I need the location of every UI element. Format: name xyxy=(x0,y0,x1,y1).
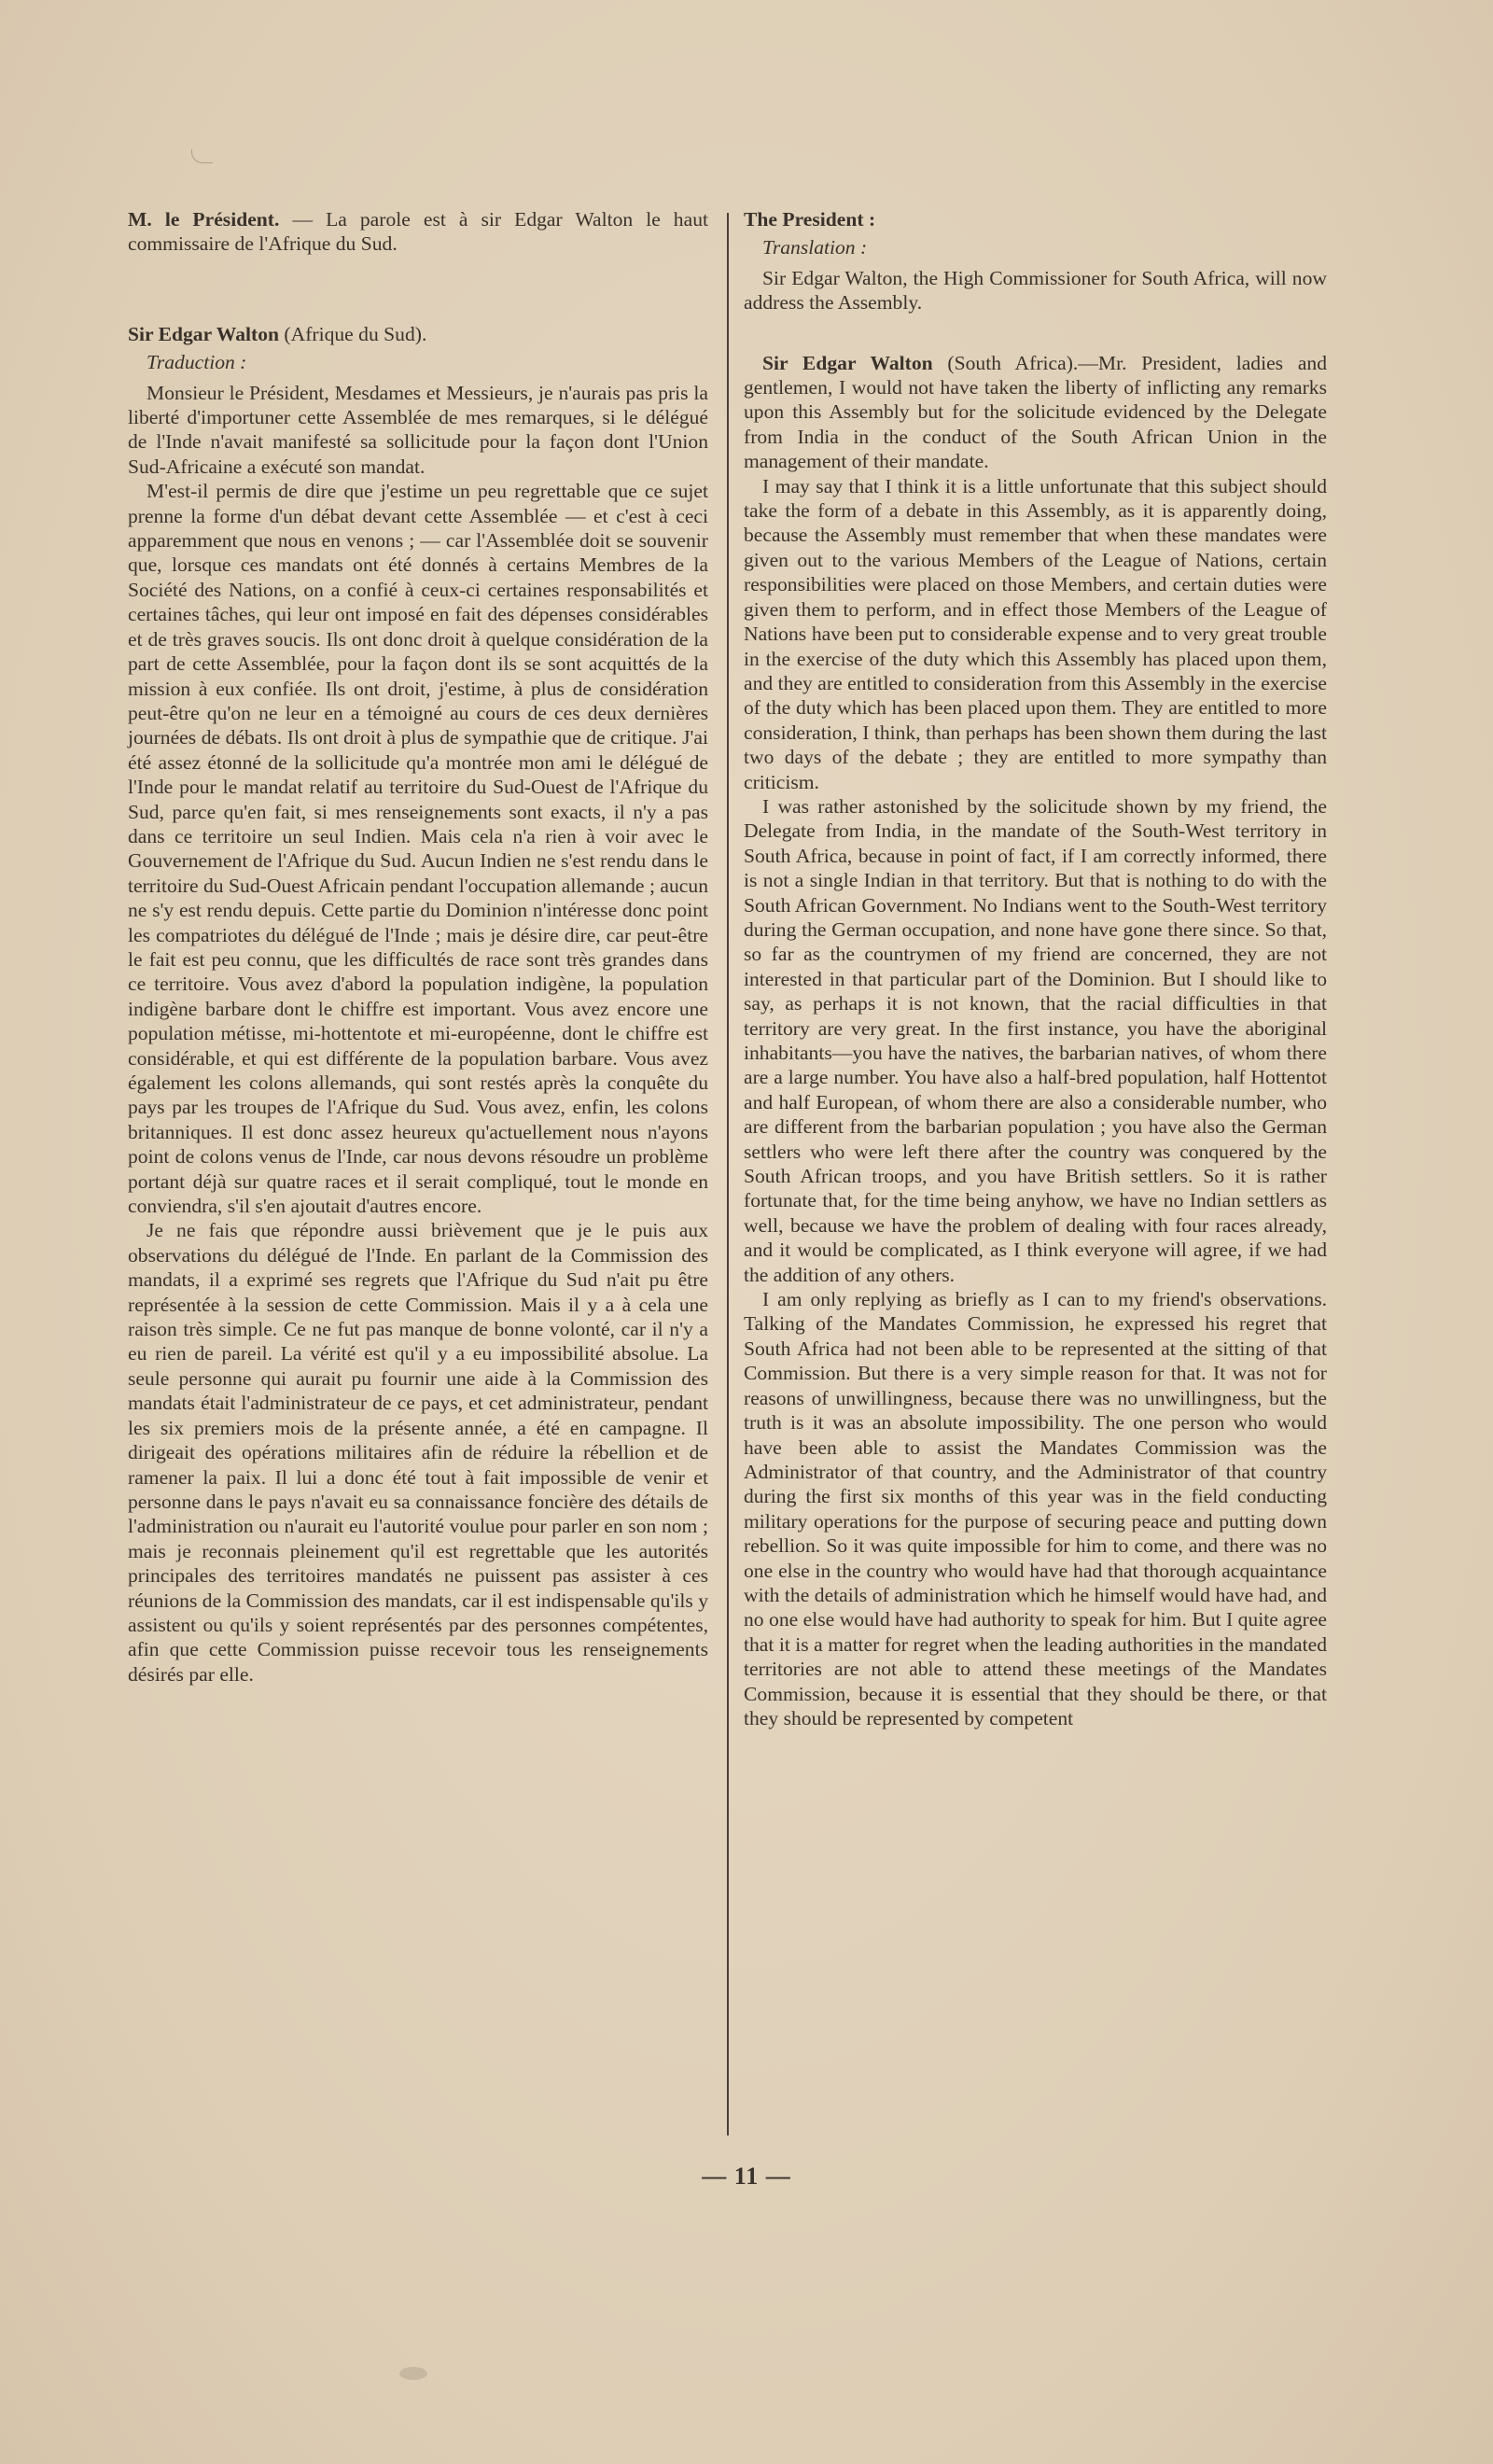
paragraph: I may say that I think it is a little unfortunate that this subject should take the form of a debate in this Assembly, as it is apparently doing, because the Assembly must remember that when these mandates were given out to the various Members of the League of Nations, certain responsibilities were placed on those Members, and certain duties were given them to perform, and in effect those Members of the League of Nations have been put to considerable expense and to very great trouble in the exercise of the duty which this Assembly has placed upon them, and they are entitled to consideration from this Assembly in the exercise of the duty which has been placed upon them. They are entitled to more consideration, I think, than perhaps has been shown them during the last two days of the debate ; they are entitled to more sympathy than criticism. xyxy=(744,474,1327,793)
translation-label-en: Translation : xyxy=(762,236,868,259)
speaker-paragraph-en: Sir Edgar Walton (South Africa).—Mr. President, ladies and gentlemen, I would not have taken the liberty of inflicting any remarks upon this Assembly but for the solicitude evidenced by the Delegate from India in the conduct of the South African Union in the management of their mandate. xyxy=(744,351,1327,473)
page-number: — 11 — xyxy=(702,2163,791,2190)
president-announcement-en: Sir Edgar Walton, the High Commissioner for South Africa, will now address the Assembly. xyxy=(744,266,1327,315)
pencil-mark xyxy=(191,149,213,163)
paragraph: Monsieur le Président, Mesdames et Messieurs, je n'aurais pas pris la liberté d'importuner cette Assemblée de mes remarques, si le délégué de l'Inde n'avait manifesté sa sollicitude pour la façon dont l'Union Sud-Africaine a exécuté son mandat. xyxy=(128,381,708,478)
translation-label-fr: Traduction : xyxy=(147,351,247,374)
english-column xyxy=(744,207,1327,1730)
paragraph: Je ne fais que répondre aussi brièvement que je le puis aux observations du délégué de l'Inde. En parlant de la Commission des mandats, il a exprimé ses regrets que l'Afrique du Sud n'ait pu être représentée à la session de cette Commission. Mais il y a à cela une raison très simple. Ce ne fut pas manque de bonne volonté, car il n'y a eu rien de pareil. La vérité est qu'il y a eu impossibilité absolue. La seule personne qui aurait pu fournir une aide à la Commission des mandats était l'administrateur de ce pays, et cet administrateur, pendant les six premiers mois de la présente année, a été en campagne. Il dirigeait des opérations militaires afin de réduire la rébellion et de ramener la paix. Il lui a donc été tout à fait impossible de venir et personne dans le pays n'avait eu sa connaissance foncière des détails de l'administration ou n'aurait eu l'autorité voulue pour parler en son nom ; mais je reconnais pleinement qu'il est regrettable que les autorités principales des territoires mandatés ne puissent pas assister à ces réunions de la Commission des mandats, car il est indispensable qu'ils y assistent ou qu'ils y soient représentés par des personnes compétentes, afin que cette Commission puisse recevoir tous les renseignements désirés par elle. xyxy=(128,1219,708,1686)
paragraph: M'est-il permis de dire que j'estime un peu regrettable que ce sujet prenne la forme d'un débat devant cette Assemblée — et c'est à ceci apparemment que nous en venons ; — car l'Assemblée doit se souvenir que, lorsque ces mandats ont été donnés à certains Membres de la Société des Nations, on a confié à ceux-ci certaines responsabilités et certaines tâches, qui leur ont imposé en fait des dépenses considérables et de très graves soucis. Ils ont donc droit à quelque considération de la part de cette Assemblée, pour la façon dont ils se sont acquittés de la mission à eux confiée. Ils ont droit, j'estime, à plus de considération peut-être qu'on ne leur en a témoigné au cours de ces deux dernières journées de débats. Ils ont droit à plus de sympathie que de critique. J'ai été assez étonné de la sollicitude qu'a montrée mon ami le délégué de l'Inde pour le mandat relatif au territoire du Sud-Ouest de l'Afrique du Sud, parce qu'en fait, si mes renseignements sont exacts, il n'y a pas dans ce territoire un seul Indien. Mais cela n'a rien à voir avec le Gouvernement de l'Afrique du Sud. Aucun Indien ne s'est rendu dans le territoire du Sud-Ouest Africain pendant l'occupation allemande ; aucun ne s'y est rendu depuis. Cette partie du Dominion n'intéresse donc point les compatriotes du délégué de l'Inde ; mais je désire dire, car peut-être le fait est peu connu, que les difficultés de race sont très grandes dans ce territoire. Vous avez d'abord la population indigène, la population indigène barbare dont le chiffre est important. Vous avez encore une population métisse, mi-hottentote et mi-européenne, dont le chiffre est considérable, et qui est différente de la population barbare. Vous avez également les colons allemands, qui sont restés après la conquête du pays par les troupes de l'Afrique du Sud. Vous avez, enfin, les colons britanniques. Il est donc assez heureux qu'actuellement nous n'ayons point de colons venus de l'Inde, car nous devons résoudre un problème portant déjà sur quatre races et il serait compliqué, tout le monde en conviendra, s'il s'en ajoutait d'autres encore. xyxy=(128,480,708,1218)
president-label-en: The President : xyxy=(744,208,876,231)
column-divider xyxy=(727,213,729,2135)
ink-blot xyxy=(399,2367,427,2380)
french-column xyxy=(128,207,708,1687)
paragraph: I am only replying as briefly as I can to my friend's observations. Talking of the Mandates Commission, he expressed his regret that South Africa had not been able to be represented at the sitting of that Commission. But there is a very simple reason for that. It was not for reasons of unwillingness, because there was no unwillingness, but the truth is it was an absolute impossibility. The one person who would have been able to assist the Mandates Commission was the Administrator of that country, and the Administrator of that country during the first six months of this year was in the field conducting military operations for the purpose of securing peace and putting down rebellion. So it was quite impossible for him to come, and there was no one else in the country who would have had that thorough acquaintance with the details of administration which he himself would have had, and no one else would have had authority to speak for him. But I quite agree that it is a matter for regret when the leading authorities in the mandated territories are not able to attend these meetings of the Mandates Commission, because it is essential that they should be there, or that they should be represented by competent xyxy=(744,1288,1327,1729)
president-announcement-fr: M. le Président. — La parole est à sir Edgar Walton le haut commissaire de l'Afrique du Sud. xyxy=(128,208,708,256)
paragraph: I was rather astonished by the solicitude shown by my friend, the Delegate from India, in the mandate of the South-West territory in South Africa, because in point of fact, if I am correctly informed, there is not a single Indian in that territory. But that is nothing to do with the South African Government. No Indians went to the South-West territory during the German occupation, and none have gone there since. So that, so far as the countrymen of my friend are concerned, they are not interested in that particular part of the Dominion. But I should like to say, as perhaps it is not known, that the racial difficulties in that territory are very great. In the first instance, you have the aboriginal inhabitants—you have the natives, the barbarian natives, of whom there are a large number. You have also a half-bred population, half Hottentot and half European, of whom there are also a considerable number, who are different from the barbarian population ; you have also the German settlers who were left there after the country was conquered by the South African troops, and you have British settlers. So it is rather fortunate that, for the time being anyhow, we have no Indian settlers as well, because we have the problem of dealing with four races already, and it would be complicated, as I think everyone will agree, if we had the addition of any others. xyxy=(744,794,1327,1286)
speaker-heading-fr: Sir Edgar Walton (Afrique du Sud). xyxy=(128,322,427,345)
